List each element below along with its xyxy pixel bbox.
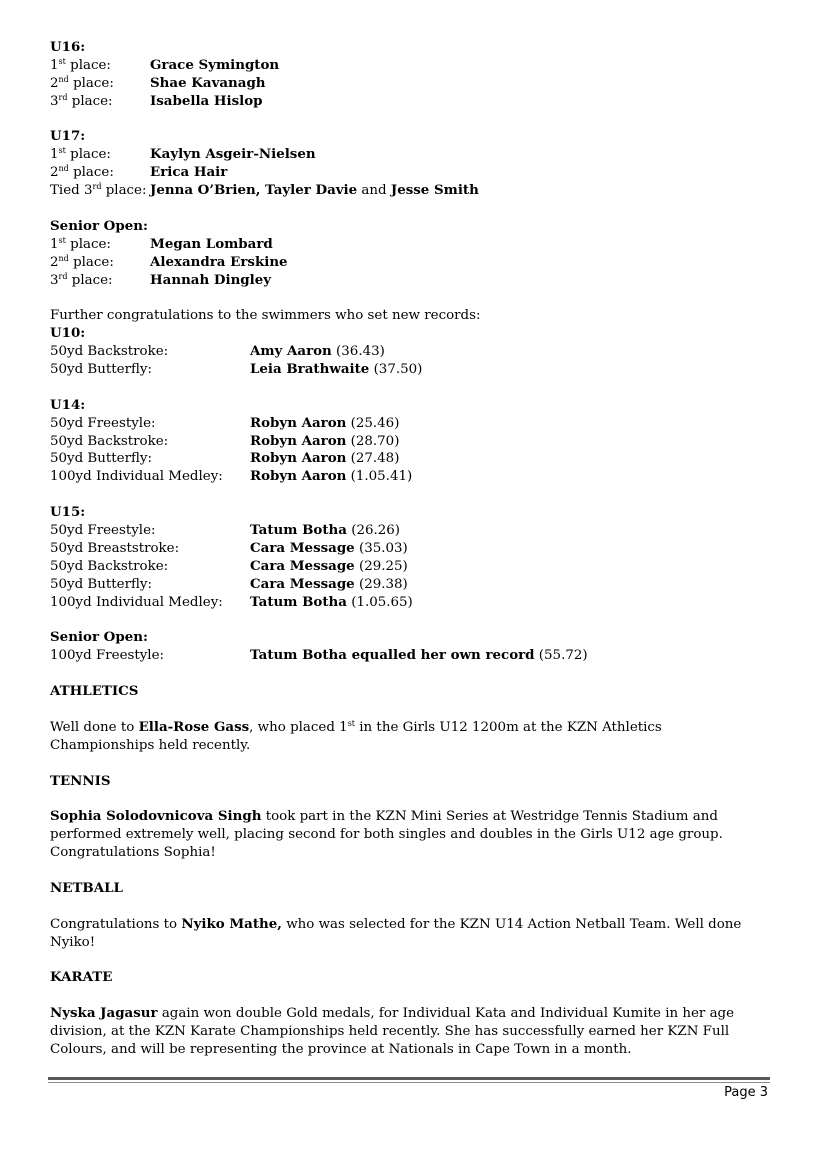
page-number: Page 3 bbox=[724, 1085, 768, 1100]
section-heading: U10: bbox=[50, 325, 86, 342]
record-row: 50yd Backstroke: Amy Aaron (36.43) bbox=[50, 343, 385, 360]
section-heading: Senior Open: bbox=[50, 217, 148, 234]
karate-paragraph: Nyska Jagasur again won double Gold medals, for Individual Kata and Individual Kumite in her age division, at the KZN Karate Championships held recently. She has successfully earned her KZN Full Colours, and will be representing the province at Nationals in Cape Town in a month. bbox=[50, 1005, 735, 1058]
placing-row: 2nd place: Shae Kavanagh bbox=[50, 74, 266, 91]
record-row: 100yd Individual Medley: Tatum Botha (1.05.65) bbox=[50, 593, 413, 610]
section-heading: U17: bbox=[50, 128, 86, 145]
record-row: 50yd Breaststroke: Cara Message (35.03) bbox=[50, 539, 408, 556]
placing-row: 2nd place: Erica Hair bbox=[50, 164, 228, 181]
section-heading: U16: bbox=[50, 39, 86, 55]
record-row: 50yd Butterfly: Cara Message (29.38) bbox=[50, 575, 408, 592]
record-row: 50yd Butterfly: Robyn Aaron (27.48) bbox=[50, 450, 400, 467]
placing-row: 3rd place: Isabella Hislop bbox=[50, 92, 263, 109]
placing-row: 2nd place: Alexandra Erskine bbox=[50, 253, 288, 270]
footer-divider-thin bbox=[48, 1082, 770, 1083]
section-heading: U15: bbox=[50, 504, 86, 521]
record-row: 50yd Butterfly: Leia Brathwaite (37.50) bbox=[50, 361, 423, 378]
section-heading-netball: NETBALL bbox=[50, 879, 123, 896]
record-row: 50yd Backstroke: Cara Message (29.25) bbox=[50, 557, 408, 574]
record-row: 50yd Freestyle: Tatum Botha (26.26) bbox=[50, 522, 401, 539]
record-row: 50yd Backstroke: Robyn Aaron (28.70) bbox=[50, 432, 400, 449]
placing-row: 1st place: Kaylyn Asgeir-Nielsen bbox=[50, 146, 316, 163]
placing-row: 1st place: Megan Lombard bbox=[50, 235, 273, 252]
record-row: 50yd Freestyle: Robyn Aaron (25.46) bbox=[50, 414, 400, 431]
section-heading: Senior Open: bbox=[50, 629, 148, 646]
section-heading-tennis: TENNIS bbox=[50, 772, 111, 789]
athletics-paragraph: Well done to Ella-Rose Gass, who placed 1st in the Girls U12 1200m at the KZN Athletics Championships held recently. bbox=[50, 718, 662, 753]
document-body bbox=[50, 39, 770, 1059]
placing-row: 3rd place: Hannah Dingley bbox=[50, 271, 272, 288]
section-heading-athletics: ATHLETICS bbox=[50, 683, 139, 700]
section-heading: U14: bbox=[50, 396, 86, 413]
tennis-paragraph: Sophia Solodovnicova Singh took part in the KZN Mini Series at Westridge Tennis Stadium and performed extremely well, placing second for both singles and doubles in the Girls U12 age group. Congratulations Sophia! bbox=[50, 808, 723, 861]
placing-row: 1st place: Grace Symington bbox=[50, 56, 280, 73]
footer-divider bbox=[48, 1077, 770, 1080]
section-heading-karate: KARATE bbox=[50, 969, 113, 986]
records-intro: Further congratulations to the swimmers who set new records: bbox=[50, 308, 481, 324]
placing-row-tied: Tied 3rd place: Jenna O’Brien, Tayler Davie and Jesse Smith bbox=[50, 182, 479, 199]
netball-paragraph: Congratulations to Nyiko Mathe, who was selected for the KZN U14 Action Netball Team. Well done Nyiko! bbox=[50, 915, 742, 950]
record-row: 100yd Freestyle: Tatum Botha equalled her own record (55.72) bbox=[50, 647, 588, 664]
record-row: 100yd Individual Medley: Robyn Aaron (1.05.41) bbox=[50, 468, 413, 485]
